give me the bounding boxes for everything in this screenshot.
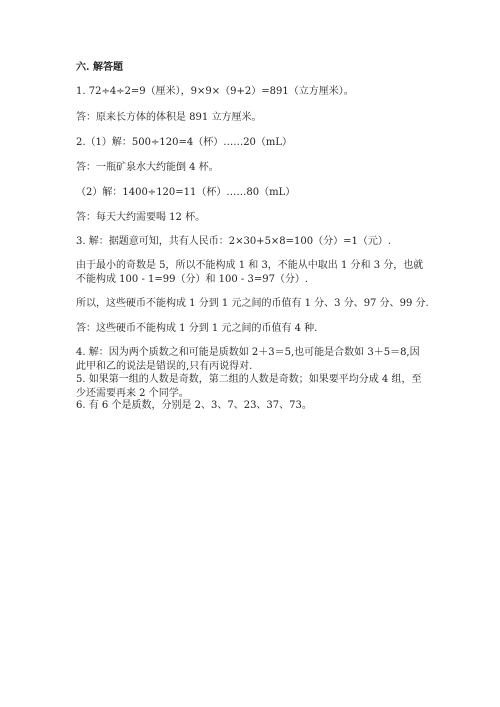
q3-conclusion: 所以，这些硬币不能构成 1 分到 1 元之间的币值有 1 分、3 分、97 分、99 分. xyxy=(76,298,429,309)
q3-answer: 答：这些硬币不能构成 1 分到 1 元之间的币值有 4 种. xyxy=(76,323,318,334)
q2-part1-calculation: 2.（1）解：500÷120=4（杯）……20（mL） xyxy=(76,137,293,148)
q5-text: 5. 如果第一组的人数是奇数，第二组的人数是奇数；如果要平均分成 4 组，至少还需要再来 2 个同学。 xyxy=(76,374,422,399)
section-title: 六. 解答题 xyxy=(76,62,123,73)
q6-text: 6. 有 6 个是质数，分别是 2、3、7、23、37、73。 xyxy=(76,400,312,411)
q1-answer: 答：原来长方体的体积是 891 立方厘米。 xyxy=(76,112,262,123)
q2-part1-answer: 答：一瓶矿泉水大约能倒 4 杯。 xyxy=(76,162,219,173)
q3-intro: 3. 解：据题意可知，共有人民币：2×30+5×8=100（分）=1（元）. xyxy=(76,236,392,247)
q2-part2-answer: 答：每天大约需要喝 12 杯。 xyxy=(76,212,206,223)
q1-calculation: 1. 72÷4÷2=9（厘米），9×9×（9+2）=891（立方厘米）。 xyxy=(76,86,354,97)
q3-reason: 由于最小的奇数是 5，所以不能构成 1 和 3，不能从中取出 1 分和 3 分，也就不能构成 100 - 1=99（分）和 100 - 3=97（分）. xyxy=(76,260,424,285)
q2-part2-calculation: （2）解：1400÷120=11（杯）……80（mL） xyxy=(76,187,296,198)
q4-text: 4. 解：因为两个质数之和可能是质数如 2＋3＝5,也可能是合数如 3＋5＝8,因此甲和乙的说法是错误的,只有丙说得对. xyxy=(76,347,420,372)
